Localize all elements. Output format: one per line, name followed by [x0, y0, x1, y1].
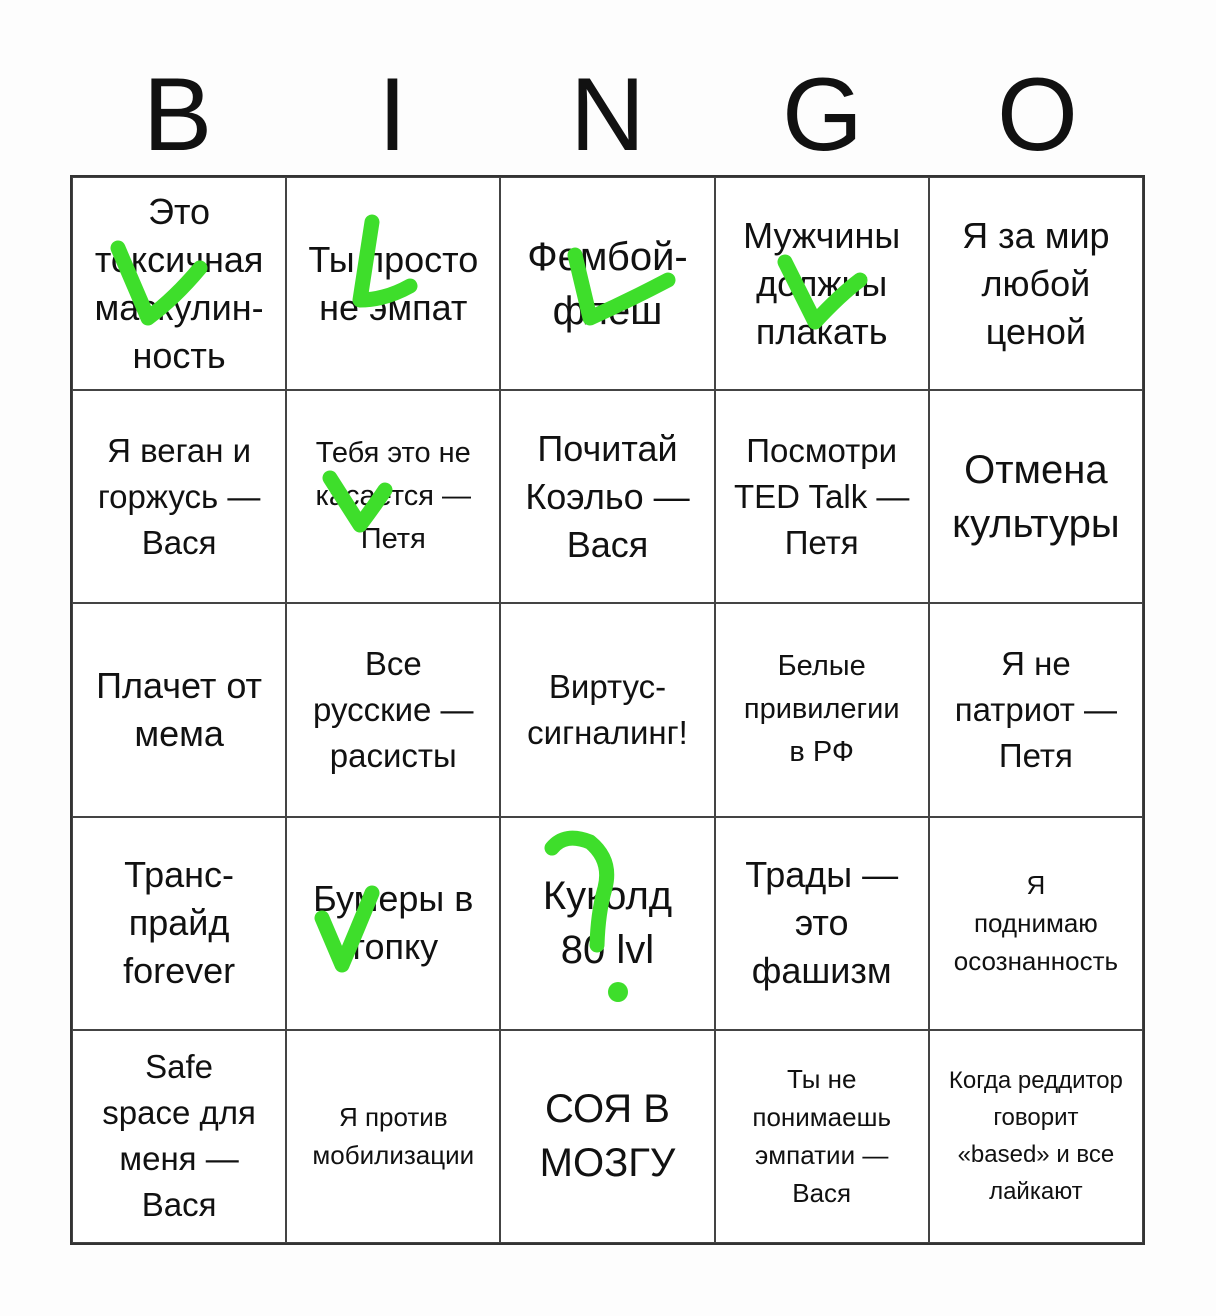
header-letter-g: G [782, 57, 863, 173]
bingo-cell-r1c1[interactable]: Это токсичная маскулин- ность [72, 177, 286, 390]
bingo-grid [70, 175, 1145, 1245]
bingo-cell-r3c3[interactable]: Виртус- сигналинг! [500, 603, 714, 816]
bingo-cell-r3c1[interactable]: Плачет от мема [72, 603, 286, 816]
bingo-cell-r2c5[interactable]: Отмена культуры [929, 390, 1143, 603]
bingo-cell-r4c2[interactable]: Бумеры в топку [286, 817, 500, 1030]
bingo-cell-r1c5[interactable]: Я за мир любой ценой [929, 177, 1143, 390]
header-letter-o: O [997, 57, 1078, 173]
bingo-cell-r4c1[interactable]: Транс- прайд forever [72, 817, 286, 1030]
bingo-cell-r2c2[interactable]: Тебя это не касается — Петя [286, 390, 500, 603]
bingo-cell-r4c5[interactable]: Я поднимаю осознанность [929, 817, 1143, 1030]
bingo-cell-r4c4[interactable]: Трады — это фашизм [715, 817, 929, 1030]
bingo-cell-r2c4[interactable]: Посмотри TED Talk — Петя [715, 390, 929, 603]
bingo-cell-r4c3[interactable]: Куколд 80 lvl [500, 817, 714, 1030]
header-letter-n: N [569, 57, 646, 173]
bingo-cell-r3c2[interactable]: Все русские — расисты [286, 603, 500, 816]
bingo-cell-r1c2[interactable]: Ты просто не эмпат [286, 177, 500, 390]
bingo-cell-r5c1[interactable]: Safe space для меня — Вася [72, 1030, 286, 1243]
header-letter-i: I [378, 57, 407, 173]
bingo-cell-r2c3[interactable]: Почитай Коэльо — Вася [500, 390, 714, 603]
bingo-cell-r1c4[interactable]: Мужчины должны плакать [715, 177, 929, 390]
bingo-cell-r5c5[interactable]: Когда реддитор говорит «based» и все лайкают [929, 1030, 1143, 1243]
header-letter-b: B [142, 57, 213, 173]
bingo-cell-r5c3[interactable]: СОЯ В МОЗГУ [500, 1030, 714, 1243]
bingo-cell-r2c1[interactable]: Я веган и горжусь — Вася [72, 390, 286, 603]
bingo-cell-r3c4[interactable]: Белые привилегии в РФ [715, 603, 929, 816]
bingo-cell-r1c3[interactable]: Фембой- флеш [500, 177, 714, 390]
bingo-header [70, 57, 1145, 173]
bingo-cell-r5c2[interactable]: Я против мобилизации [286, 1030, 500, 1243]
bingo-cell-r3c5[interactable]: Я не патриот — Петя [929, 603, 1143, 816]
bingo-cell-r5c4[interactable]: Ты не понимаешь эмпатии — Вася [715, 1030, 929, 1243]
